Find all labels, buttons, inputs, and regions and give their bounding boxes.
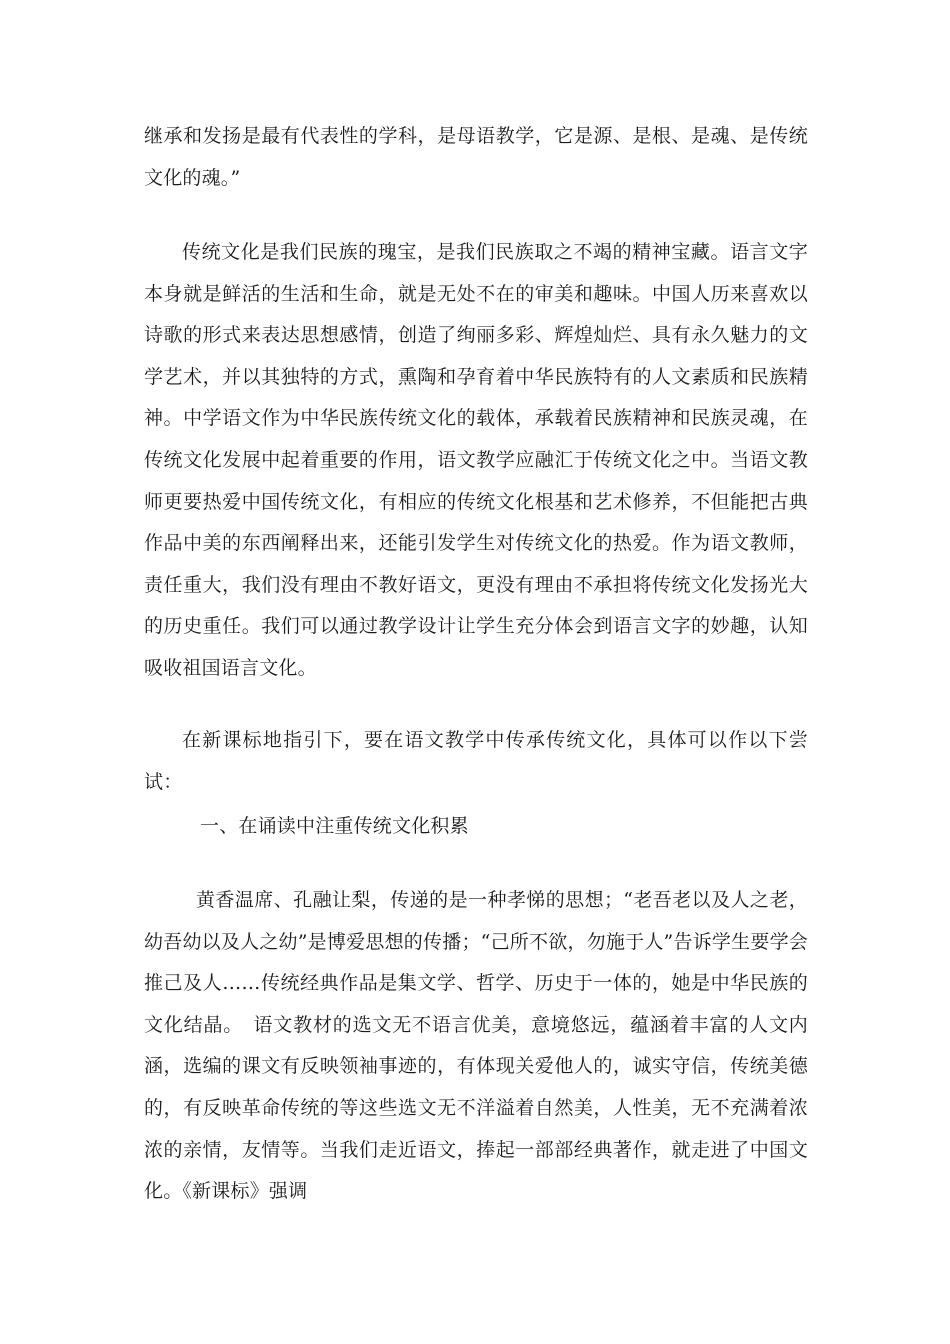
section-heading: 一、在诵读中注重传统文化积累 bbox=[200, 815, 469, 837]
paragraph-continuation: 继承和发扬是最有代表性的学科，是母语教学，它是源、是根、是魂、是传统文化的魂。” bbox=[144, 125, 808, 189]
paragraph-new-curriculum: 在新课标地指引下，要在语文教学中传承传统文化，具体可以作以下尝试： bbox=[144, 729, 808, 793]
paragraph-traditional-culture: 传统文化是我们民族的瑰宝，是我们民族取之不竭的精神宝藏。语言文字本身就是鲜活的生活和生命，就是无处不在的审美和趣味。中国人历来喜欢以诗歌的形式来表达思想感情，创造了绚丽多彩、辉煌灿烂、具有永久魅力的文学艺术，并以其独特的方式，熏陶和孕育着中华民族特有的人文素质和民族精神。中学语文作为中华民族传统文化的载体，承载着民族精神和民族灵魂，在传统文化发展中起着重要的作用，语文教学应融汇于传统文化之中。当语文教师更要热爱中国传统文化，有相应的传统文化根基和艺术修养，不但能把古典作品中美的东西阐释出来，还能引发学生对传统文化的热爱。作为语文教师，责任重大，我们没有理由不教好语文，更没有理由不承担将传统文化发扬光大的历史重任。我们可以通过教学设计让学生充分体会到语言文字的妙趣，认知吸收祖国语言文化。 bbox=[144, 241, 808, 679]
paragraph-recitation: 黄香温席、孔融让梨，传递的是一种孝悌的思想；“老吾老以及人之老，幼吾幼以及人之幼”是博爱思想的传播；“己所不欲，勿施于人”告诉学生要学会推己及人……传统经典作品是集文学、哲学、历史于一体的，她是中华民族的文化结晶。 语文教材的选文无不语言优美，意境悠远，蕴涵着丰富的人文内涵，选编的课文有反映领袖事迹的，有体现关爱他人的，诚实守信，传统美德的，有反映革命传统的等这些选文无不洋溢着自然美，人性美，无不充满着浓浓的亲情，友情等。当我们走近语文，捧起一部部经典著作，就走进了中国文化。《新课标》强调 bbox=[144, 889, 808, 1203]
